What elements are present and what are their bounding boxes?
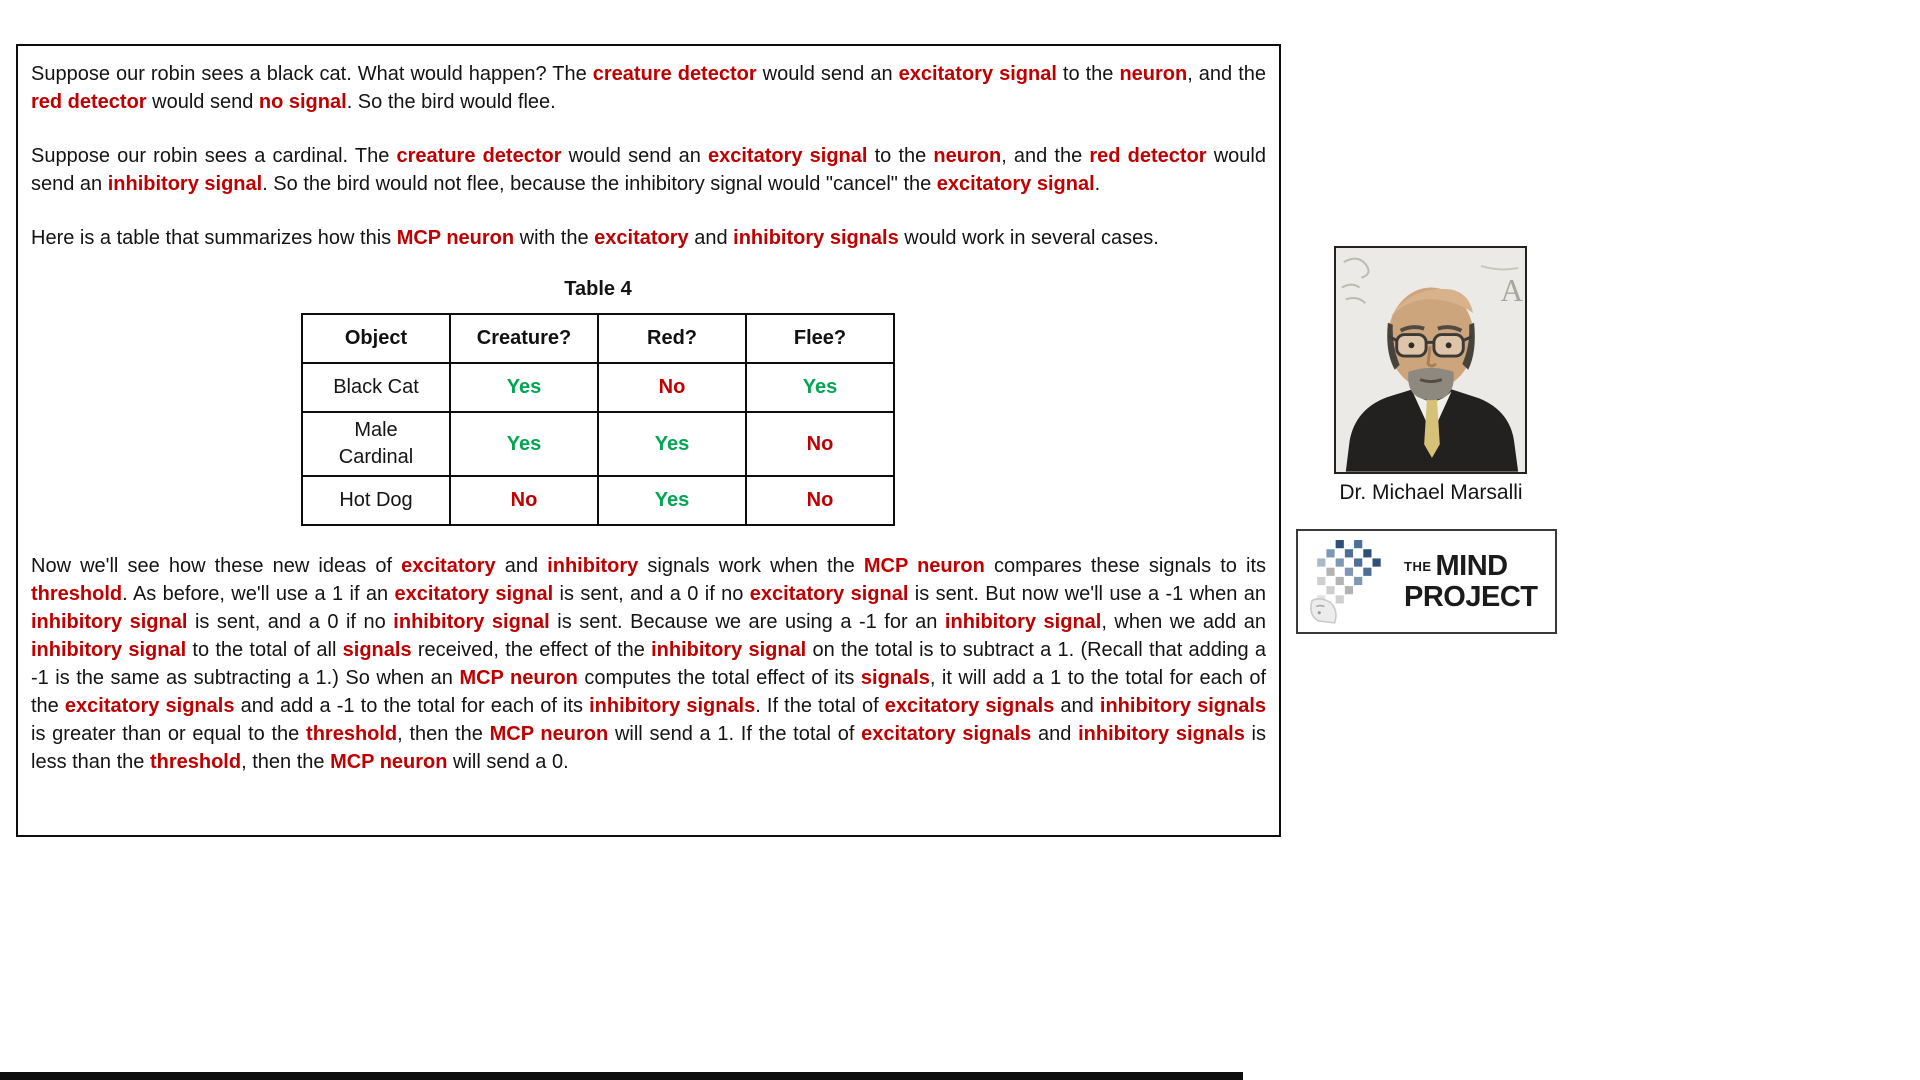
mind-project-logo-icon [1308, 539, 1394, 625]
text-segment: would work in several cases. [898, 227, 1159, 249]
table-header-cell: Red? [598, 314, 746, 363]
table-cell: Male Cardinal [302, 412, 450, 476]
text-segment: is sent, and a 0 if no [553, 583, 750, 605]
highlight-term: MCP neuron [330, 751, 448, 773]
text-segment: Now we'll see how these new ideas of [31, 555, 402, 577]
highlight-term: neuron [933, 145, 1002, 167]
lesson-content-box [16, 44, 1281, 837]
text-segment: , and the [1001, 145, 1090, 167]
highlight-term: inhibitory signals [733, 227, 899, 249]
highlight-term: inhibitory signal [31, 611, 188, 633]
table-cell: Yes [450, 412, 598, 476]
text-segment: . As before, we'll use a 1 if an [122, 583, 395, 605]
text-segment: will send a 0. [447, 751, 569, 773]
logo-mind: MIND [1435, 549, 1508, 582]
text-segment: computes the total effect of its [577, 667, 861, 689]
highlight-term: threshold [306, 723, 398, 745]
highlight-term: excitatory signal [898, 63, 1057, 85]
page-divider [0, 1072, 1243, 1080]
highlight-term: MCP neuron [459, 667, 578, 689]
highlight-term: inhibitory signal [944, 611, 1102, 633]
text-segment: , and the [1187, 63, 1267, 85]
text-segment: to the [1056, 63, 1120, 85]
logo-the: THE [1404, 558, 1432, 574]
portrait-illustration [1336, 248, 1525, 472]
text-segment: Suppose our robin sees a cardinal. The [31, 145, 397, 167]
text-segment: and add a -1 to the total for each of its [234, 695, 590, 717]
highlight-term: excitatory signal [394, 583, 554, 605]
highlight-term: MCP neuron [396, 227, 515, 249]
text-segment: would send an [756, 63, 899, 85]
text-segment: to the total of all [186, 639, 343, 661]
paragraph-table-intro [31, 224, 1266, 252]
text-segment: compares these signals to its [984, 555, 1267, 577]
highlight-term: threshold [149, 751, 242, 773]
portrait-caption: Dr. Michael Marsalli [1339, 481, 1523, 504]
text-segment: will send a 1. If the total of [608, 723, 862, 745]
table-cell: Yes [746, 363, 894, 412]
mind-project-logo [1296, 529, 1557, 634]
highlight-term: red detector [31, 91, 147, 113]
highlight-term: inhibitory signal [393, 611, 550, 633]
table-row [302, 363, 894, 412]
text-segment: Suppose our robin sees a black cat. What would happen? The [31, 63, 593, 85]
table-cell: No [746, 476, 894, 525]
text-segment: received, the effect of the [411, 639, 652, 661]
table-cell: No [598, 363, 746, 412]
text-segment: is greater than or equal to the [31, 723, 307, 745]
text-segment: would send an [561, 145, 708, 167]
paragraph-cardinal [31, 142, 1266, 198]
text-segment: on the total is to subtract a 1. (Recall that adding a -1 is the same as subtracting a 1.) So when an [31, 639, 1266, 689]
text-segment: is sent. But now we'll use a -1 when an [908, 583, 1267, 605]
highlight-term: excitatory signals [861, 723, 1032, 745]
table-cell: Black Cat [302, 363, 450, 412]
text-segment: signals work when the [638, 555, 864, 577]
text-segment: would send [146, 91, 259, 113]
text-segment: and [1054, 695, 1100, 717]
table-cell: Yes [598, 476, 746, 525]
highlight-term: neuron [1119, 63, 1188, 85]
highlight-term: excitatory signal [708, 145, 868, 167]
highlight-term: inhibitory signals [589, 695, 756, 717]
highlight-term: creature detector [396, 145, 562, 167]
highlight-term: inhibitory [547, 555, 639, 577]
text-segment: is less than the [31, 723, 1266, 773]
text-segment: , when we add an [1101, 611, 1266, 633]
highlight-term: inhibitory signal [107, 173, 263, 195]
table-header-cell: Creature? [450, 314, 598, 363]
table-cell: Hot Dog [302, 476, 450, 525]
table-header-cell: Object [302, 314, 450, 363]
text-segment: Here is a table that summarizes how this [31, 227, 397, 249]
summary-table [301, 313, 895, 526]
table-row [302, 476, 894, 525]
table-row [302, 412, 894, 476]
highlight-term: MCP neuron [863, 555, 985, 577]
table-header-cell: Flee? [746, 314, 894, 363]
text-segment: with the [514, 227, 595, 249]
highlight-term: excitatory signal [749, 583, 909, 605]
text-segment: . If the total of [755, 695, 885, 717]
table-body [302, 363, 894, 525]
highlight-term: inhibitory signals [1099, 695, 1267, 717]
highlight-term: MCP neuron [489, 723, 609, 745]
highlight-term: no signal [258, 91, 347, 113]
highlight-term: excitatory [594, 227, 689, 249]
svg-text:A: A [1500, 273, 1524, 309]
text-segment: and [495, 555, 548, 577]
text-segment: is sent. Because we are using a -1 for an [549, 611, 945, 633]
table-header-row [302, 314, 894, 363]
table-cell: Yes [450, 363, 598, 412]
highlight-term: signals [342, 639, 412, 661]
text-segment: . So the bird would flee. [346, 91, 556, 113]
highlight-term: inhibitory signal [31, 639, 187, 661]
text-segment: . [1094, 173, 1101, 195]
text-segment: , then the [241, 751, 331, 773]
text-segment: and [1031, 723, 1079, 745]
mind-project-logo-text [1404, 549, 1538, 613]
portrait-photo [1334, 246, 1527, 474]
table-cell: No [450, 476, 598, 525]
paragraph-black-cat [31, 60, 1266, 116]
highlight-term: red detector [1089, 145, 1207, 167]
table-title: Table 4 [564, 278, 632, 300]
highlight-term: excitatory [401, 555, 496, 577]
highlight-term: signals [860, 667, 930, 689]
highlight-term: inhibitory signals [1078, 723, 1245, 745]
highlight-term: inhibitory signal [651, 639, 807, 661]
paragraph-threshold-explanation [31, 552, 1266, 776]
text-segment: would send an [31, 145, 1266, 195]
highlight-term: excitatory signal [936, 173, 1095, 195]
text-segment: to the [867, 145, 934, 167]
table-section [301, 278, 895, 526]
table-cell: No [746, 412, 894, 476]
highlight-term: excitatory signals [884, 695, 1055, 717]
highlight-term: threshold [31, 583, 123, 605]
text-segment: is sent, and a 0 if no [187, 611, 394, 633]
table-cell: Yes [598, 412, 746, 476]
highlight-term: excitatory signals [64, 695, 235, 717]
logo-line-1 [1404, 549, 1508, 582]
text-segment: . So the bird would not flee, because the inhibitory signal would "cancel" the [262, 173, 937, 195]
text-segment: , then the [397, 723, 490, 745]
logo-project: PROJECT [1404, 580, 1538, 613]
highlight-term: creature detector [592, 63, 757, 85]
text-segment: , it will add a 1 to the total for each of the [31, 667, 1267, 717]
text-segment: and [688, 227, 734, 249]
